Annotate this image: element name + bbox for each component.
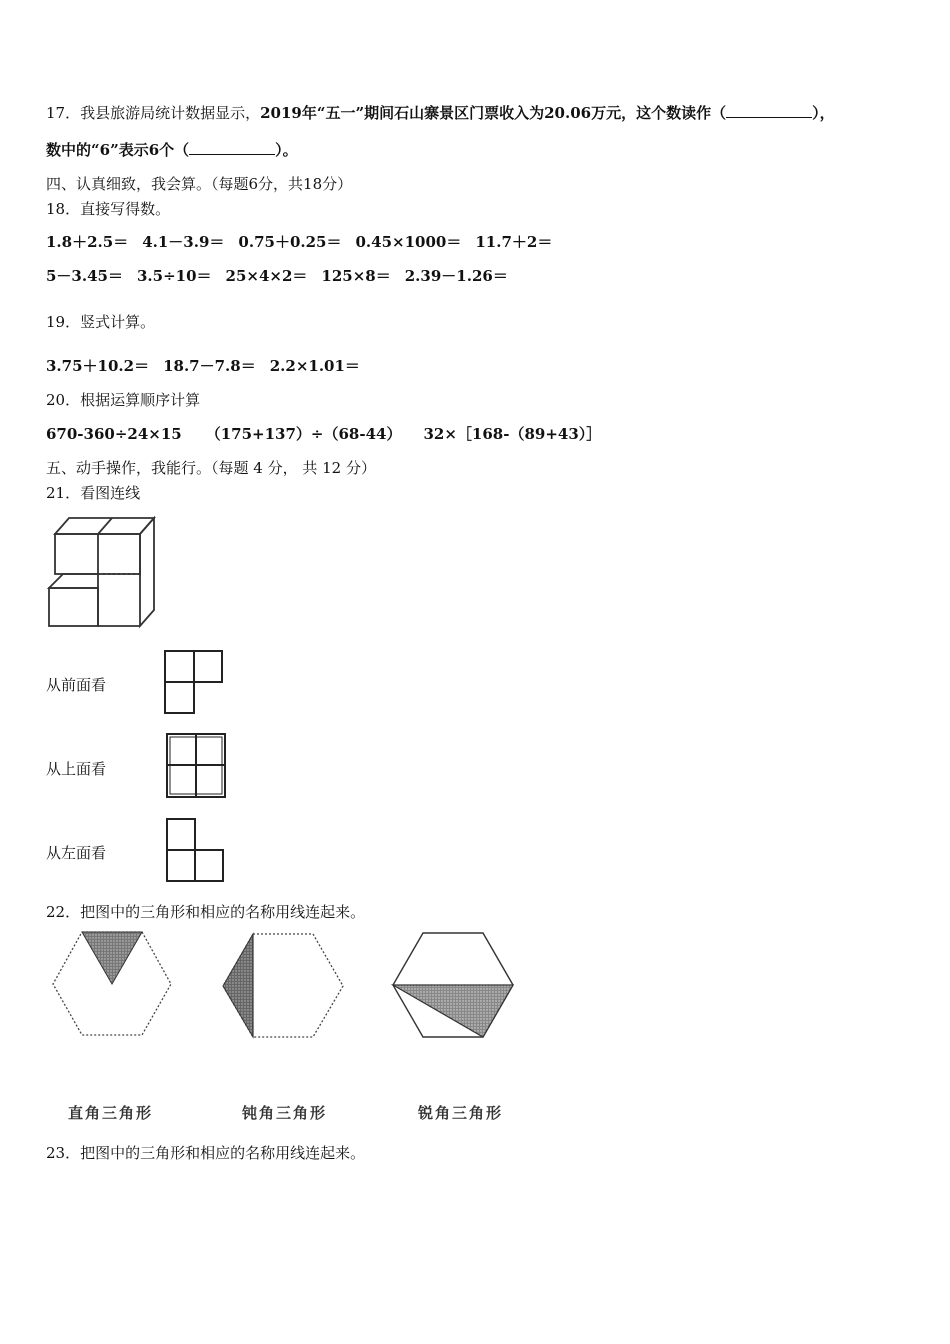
view-label-left: 从左面看	[46, 844, 107, 862]
q23-title: 23．把图中的三角形和相应的名称用线连起来。	[46, 1144, 366, 1162]
q19-row	[46, 356, 374, 376]
q22-title: 22．把图中的三角形和相应的名称用线连起来。	[46, 903, 366, 921]
q19-expr: 2.2×1.01＝	[269, 357, 360, 375]
q17-blank-1[interactable]	[726, 103, 812, 118]
q17-line1	[46, 103, 835, 123]
q18-expr: 2.39－1.26＝	[404, 267, 508, 285]
q17-line2	[46, 140, 298, 160]
q20-expr: （175+137）÷（68-44）	[205, 425, 402, 443]
q19-expr: 18.7－7.8＝	[163, 357, 256, 375]
triangle-label-obtuse[interactable]: 钝角三角形	[242, 1104, 328, 1122]
hexagon-triangle-3[interactable]	[390, 928, 516, 1040]
hexagon-triangle-2[interactable]	[220, 928, 346, 1040]
q17-text-a: 17．我县旅游局统计数据显示，	[46, 104, 261, 122]
q17-blank-2[interactable]	[189, 140, 275, 155]
q20-title: 20．根据运算顺序计算	[46, 391, 201, 409]
q18-row2	[46, 266, 522, 286]
q18-title: 18．直接写得数。	[46, 200, 171, 218]
q19-expr: 3.75＋10.2＝	[46, 357, 150, 375]
cube-stack-figure	[44, 512, 159, 634]
q18-expr: 125×8＝	[321, 267, 391, 285]
q18-expr: 1.8＋2.5＝	[46, 233, 129, 251]
q18-expr: 0.45×1000＝	[355, 233, 462, 251]
q18-expr: 11.7＋2＝	[475, 233, 553, 251]
q21-title: 21．看图连线	[46, 484, 141, 502]
left-view-figure[interactable]	[163, 816, 227, 884]
q17-text-b: 2019年“五一”期间石山寨景区门票收入为20.06万元，这个数读作（	[260, 104, 727, 122]
q18-row1	[46, 232, 566, 252]
top-view-figure[interactable]	[163, 731, 229, 801]
view-label-top: 从上面看	[46, 760, 107, 778]
q18-expr: 0.75＋0.25＝	[238, 233, 342, 251]
q17-text-e: ）。	[275, 141, 298, 159]
section5-title: 五、动手操作，我能行。（每题 4 分， 共 12 分）	[46, 459, 376, 477]
section4-title: 四、认真细致，我会算。（每题6分，共18分）	[46, 175, 353, 193]
q20-expr: 32×［168-（89+43）］	[423, 425, 602, 443]
view-label-front: 从前面看	[46, 676, 107, 694]
q20-expr: 670-360÷24×15	[46, 425, 182, 443]
q18-expr: 25×4×2＝	[225, 267, 308, 285]
triangle-label-right[interactable]: 直角三角形	[68, 1104, 154, 1122]
hexagon-triangle-1[interactable]	[50, 928, 174, 1038]
q19-title: 19．竖式计算。	[46, 313, 156, 331]
triangle-label-acute[interactable]: 锐角三角形	[418, 1104, 504, 1122]
q18-expr: 4.1－3.9＝	[142, 233, 225, 251]
q20-row	[46, 424, 601, 444]
q18-expr: 3.5÷10＝	[136, 267, 212, 285]
q17-text-c: ），	[812, 104, 835, 122]
q18-expr: 5－3.45＝	[46, 267, 123, 285]
q17-text-d: 数中的“6”表示6个（	[46, 141, 190, 159]
front-view-figure[interactable]	[162, 648, 226, 716]
